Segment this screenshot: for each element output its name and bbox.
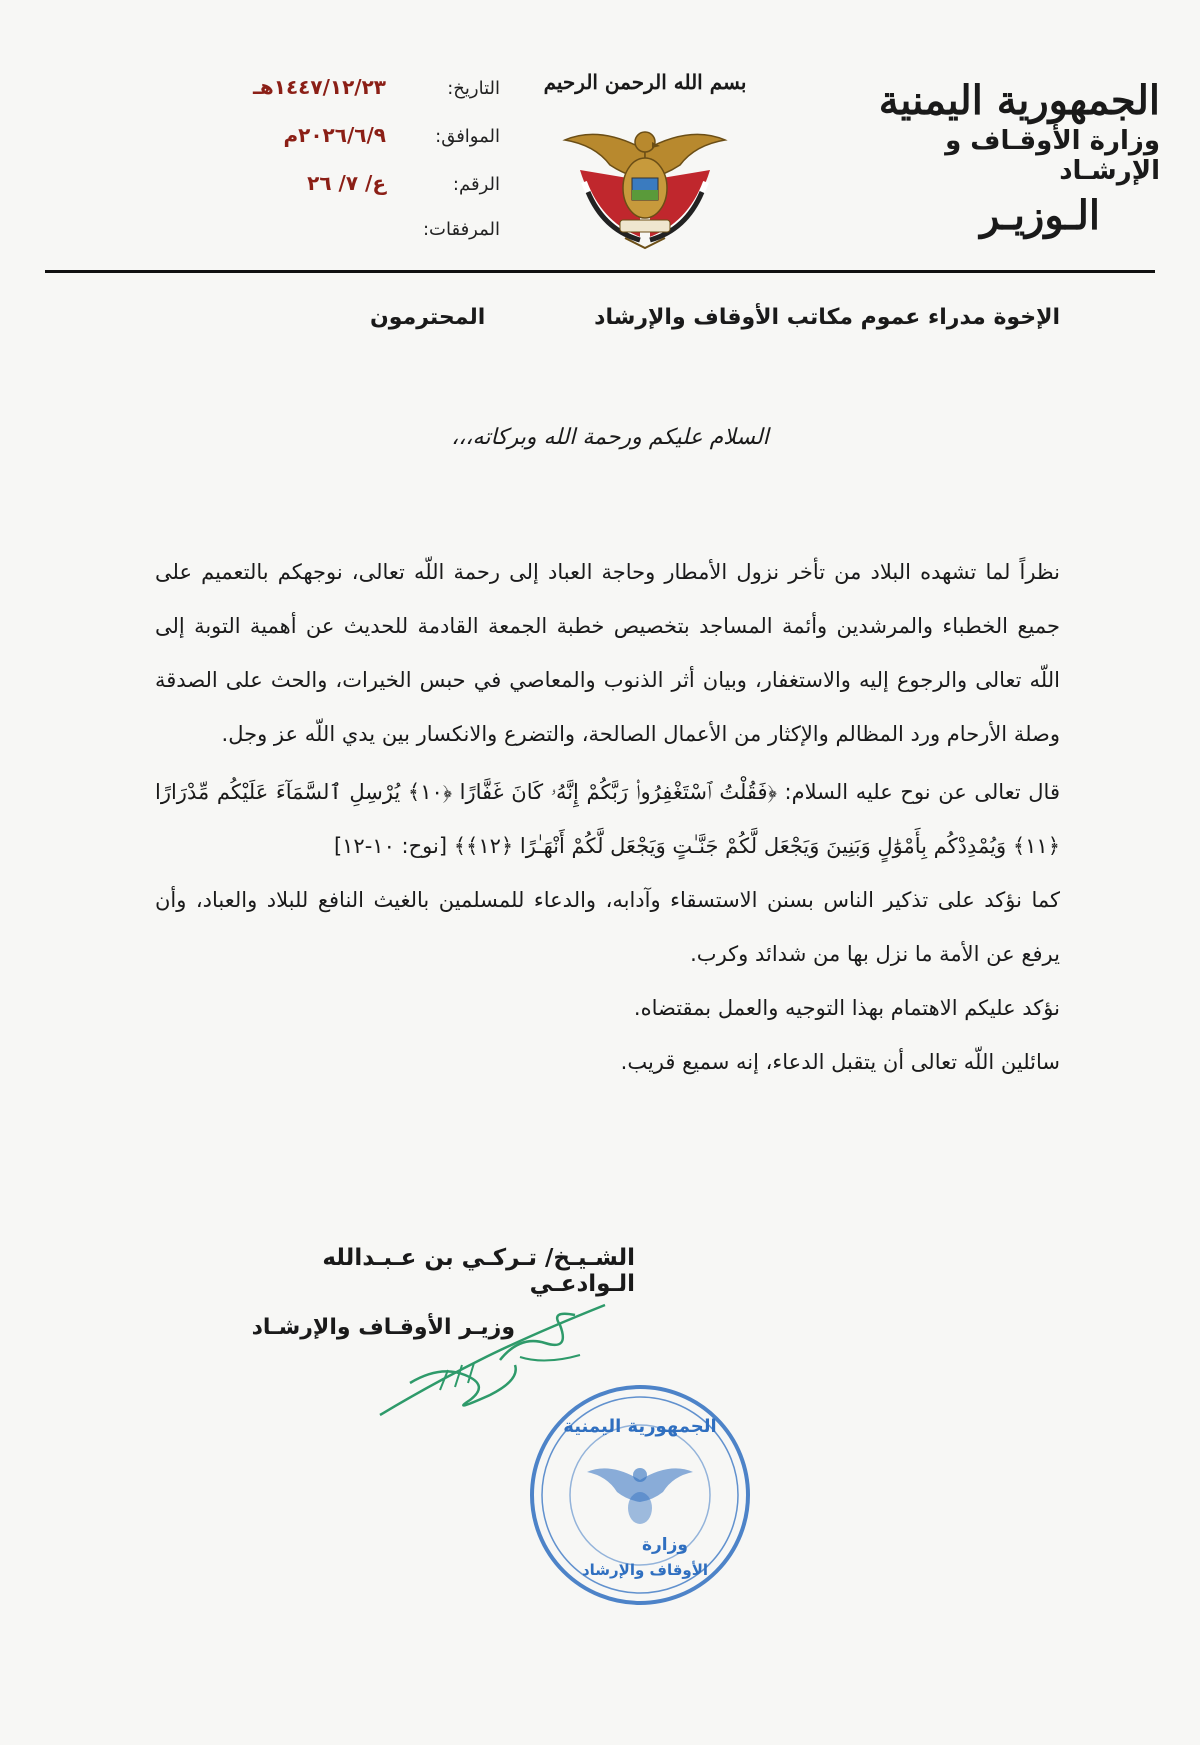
header-divider — [45, 270, 1155, 273]
eagle-emblem-icon — [540, 70, 750, 250]
letterhead-minister: الـوزيـر — [980, 192, 1100, 239]
quran-intro: قال تعالى عن نوح عليه السلام: — [776, 780, 1060, 804]
meta-date-row — [210, 75, 500, 123]
addressee-honorific: المحترمون — [370, 305, 486, 330]
signatory-title: وزيـر الأوقـاف والإرشـاد — [251, 1315, 515, 1340]
body-paragraph-1: نظراً لما تشهده البلاد من تأخر نزول الأمطار وحاجة العباد إلى رحمة اللّه تعالى، نوجهكم بالتعميم على جميع الخطباء والمرشدين وأئمة المساجد بتخصيص خطبة الجمعة القادمة للحديث عن أهمية التوبة إلى اللّه تعالى والرجوع إليه والاستغفار، وبيان أثر الذنوب والمعاصي في حبس الخيرات، والحث على الصدقة وصلة الأرحام ورد المظالم والإكثار من الأعمال الصالحة، والتضرع والانكسار بين يدي اللّه عز وجل. — [155, 560, 1060, 746]
basmala: بسم الله الرحمن الرحيم — [543, 70, 747, 94]
letter-meta — [210, 75, 500, 267]
number-label: الرقم: — [452, 174, 500, 195]
quran-reference: [نوح: ١٠-١٢] — [333, 834, 448, 858]
body-paragraph-4: نؤكد عليكم الاهتمام بهذا التوجيه والعمل بمقتضاه. — [633, 996, 1060, 1020]
official-stamp — [525, 1380, 755, 1610]
addressee-to: الإخوة مدراء عموم مكاتب الأوقاف والإرشاد — [594, 305, 1060, 330]
meta-number-row — [210, 171, 500, 219]
greeting: السلام عليكم ورحمة الله وبركاته،،، — [451, 425, 769, 450]
stamp-middle-text: وزارة — [641, 1535, 689, 1555]
letterhead-country: الجمهورية اليمنية — [878, 77, 1160, 124]
addressee-line — [370, 305, 1060, 330]
attachments-label: المرفقات: — [422, 219, 500, 240]
corresp-value: ٢٠٢٦/٦/٩م — [283, 123, 386, 147]
quran-verse: ﴿فَقُلْتُ ٱسْتَغْفِرُوا۟ رَبَّكُمْ إِنَّهُۥ كَانَ غَفَّارًا ﴿١٠﴾ يُرْسِلِ ٱلسَّمَآءَ عَلَيْكُم مِّدْرَارًا ﴿١١﴾ وَيُمْدِدْكُم بِأَمْوَٰلٍ وَبَنِينَ وَيَجْعَل لَّكُمْ جَنَّـٰتٍ وَيَجْعَل لَّكُمْ أَنْهَـٰرًا ﴿١٢﴾﴾ — [155, 780, 1060, 858]
stamp-seal-icon — [525, 1380, 755, 1610]
stamp-top-text: الجمهورية اليمنية — [563, 1416, 717, 1437]
national-emblem — [540, 70, 750, 250]
letter-body — [155, 545, 1060, 1089]
body-paragraph-2 — [155, 765, 1060, 873]
stamp-bottom-text: الأوقاف والإرشاد — [581, 1561, 709, 1579]
letterhead-ministry: وزارة الأوقـاف و الإرشـاد — [945, 126, 1160, 186]
letterhead — [860, 77, 1160, 239]
corresp-label: الموافق: — [435, 126, 500, 147]
signatory-name: الشـيـخ/ تـركـي بن عـبـدالله الـوادعـي — [322, 1245, 635, 1297]
date-label: التاريخ: — [447, 78, 500, 99]
number-value: ع/ ٧/ ٢٦ — [307, 171, 386, 195]
body-paragraph-3: كما نؤكد على تذكير الناس بسنن الاستسقاء وآدابه، والدعاء للمسلمين بالغيث النافع للبلاد والعباد، وأن يرفع عن الأمة ما نزل بها من شدائد وكرب. — [155, 888, 1060, 966]
meta-corresp-row — [210, 123, 500, 171]
date-value: ١٤٤٧/١٢/٢٣هـ — [253, 75, 386, 99]
body-paragraph-5: سائلين اللّه تعالى أن يتقبل الدعاء، إنه سميع قريب. — [620, 1050, 1060, 1074]
meta-attachments-row — [210, 219, 500, 267]
